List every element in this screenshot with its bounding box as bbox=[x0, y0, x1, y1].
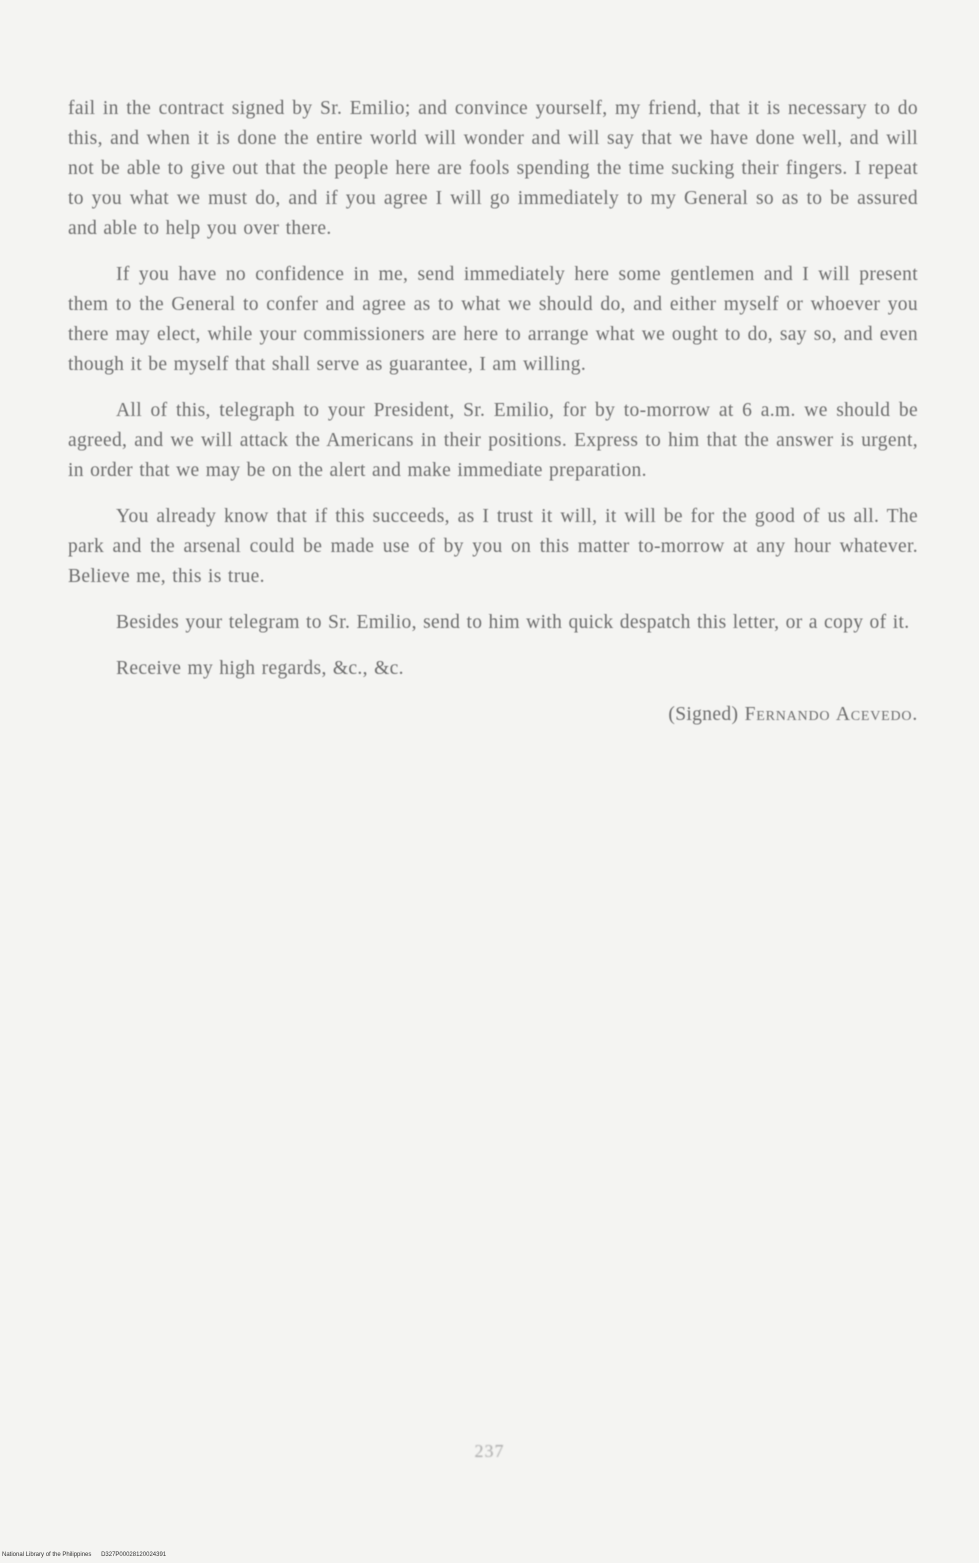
page-number: 237 bbox=[474, 1441, 505, 1461]
signature-prefix: (Signed) bbox=[668, 704, 739, 725]
closing-line: Receive my high regards, &c., &c. bbox=[116, 658, 404, 679]
paragraph-5: Besides your telegram to Sr. Emilio, send to him with quick despatch this letter, or a copy of it. bbox=[116, 612, 910, 633]
signature-name: Fernando Acevedo. bbox=[744, 704, 918, 725]
footer-library: National Library of the Philippines bbox=[2, 1552, 92, 1558]
paragraph-4: You already know that if this succeeds, as I trust it will, it will be for the good of us all. The park and the arsenal could be made use of by you on this matter to-morrow at any hour whatever. Believe me, this is true. bbox=[68, 506, 918, 587]
letter-body bbox=[68, 94, 918, 730]
signature-block bbox=[68, 700, 918, 730]
footer-code: D327P00028120024391 bbox=[101, 1552, 167, 1558]
paragraph-2: If you have no confidence in me, send immediately here some gentlemen and I will present them to the General to confer and agree as to what we should do, and either myself or whoever you there may elect, while your commissioners are here to arrange what we ought to do, say so, and even though it be myself that shall serve as guarantee, I am willing. bbox=[68, 264, 918, 375]
paragraph-1: fail in the contract signed by Sr. Emilio; and convince yourself, my friend, that it is necessary to do this, and when it is done the entire world will wonder and will say that we have done well, and will not be able to give out that the people here are fools spending the time sucking their fingers. I repeat to you what we must do, and if you agree I will go immediately to my General so as to be assured and able to help you over there. bbox=[68, 98, 918, 239]
scan-footer bbox=[2, 1552, 174, 1558]
paragraph-3: All of this, telegraph to your President, Sr. Emilio, for by to-morrow at 6 a.m. we should be agreed, and we will attack the Americans in their positions. Express to him that the answer is urgent, in order that we may be on the alert and make immediate preparation. bbox=[68, 400, 918, 481]
